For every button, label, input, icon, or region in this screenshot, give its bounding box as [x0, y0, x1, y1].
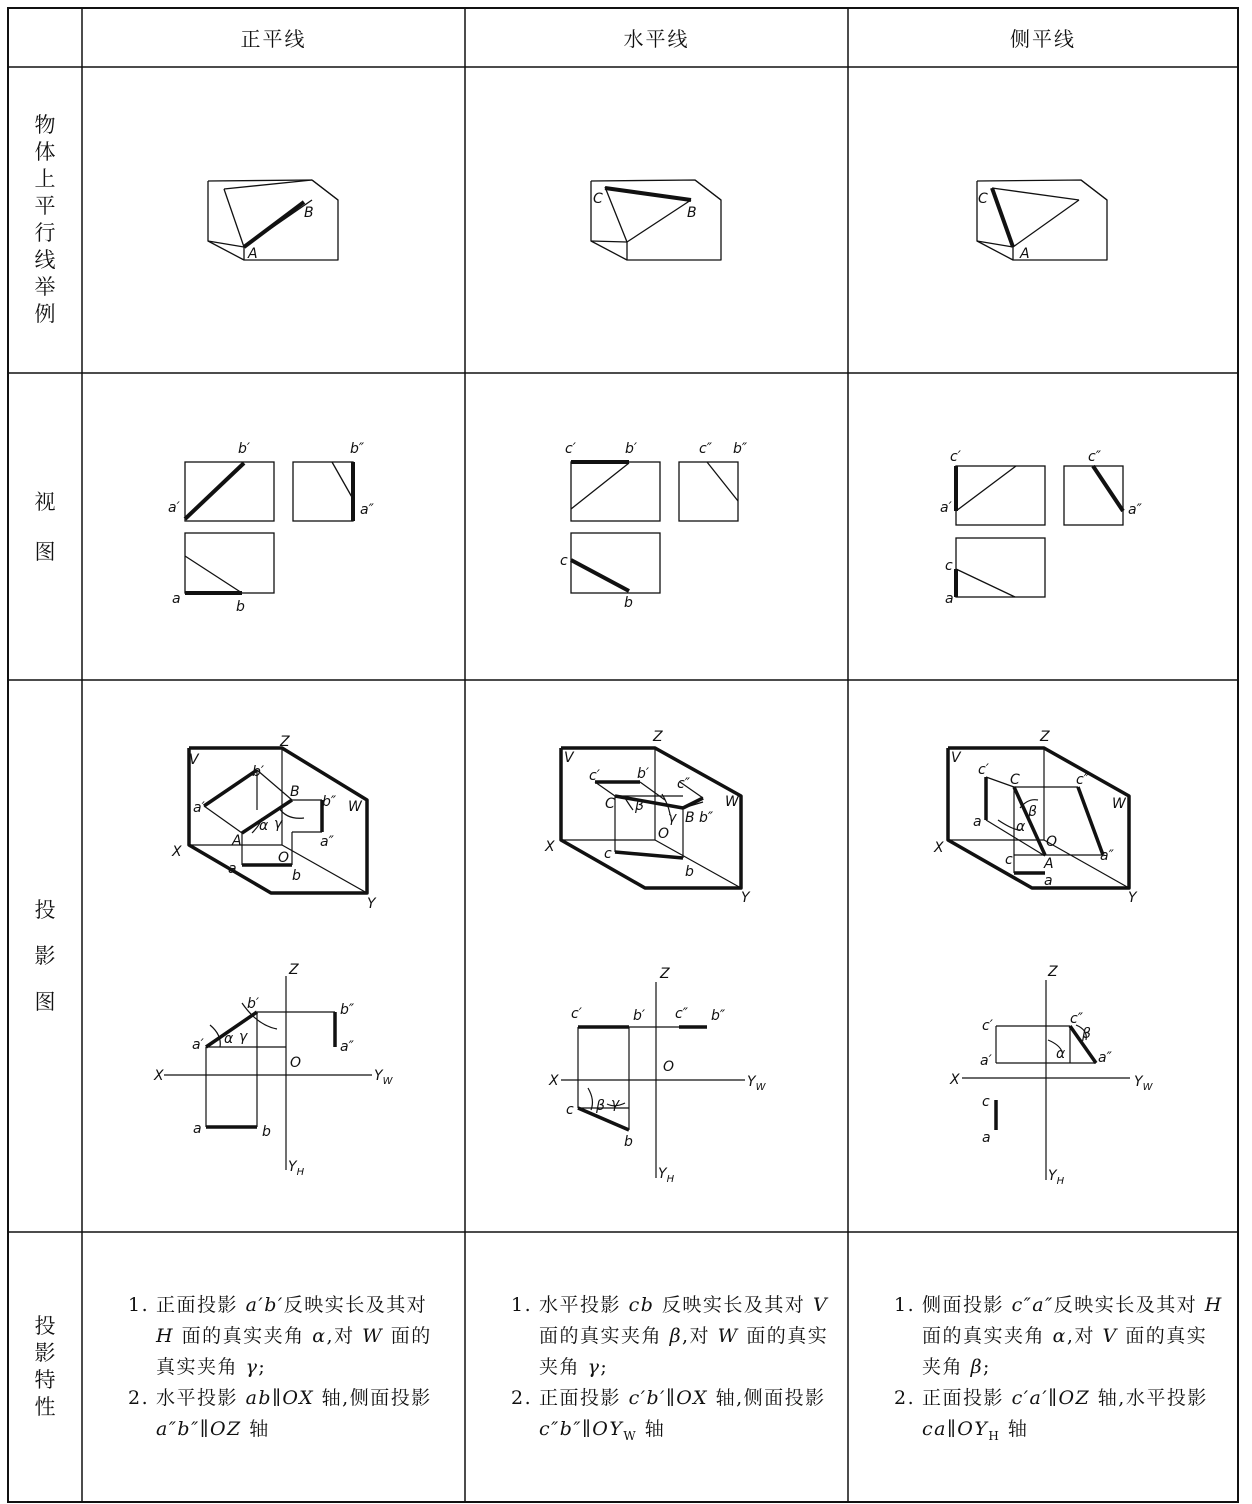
row-label-views — [8, 373, 82, 680]
views-profile — [848, 373, 1238, 680]
angle-beta-label: β — [1028, 804, 1037, 820]
row-label-char: 图 — [34, 990, 56, 1014]
origin-O-label: O — [278, 850, 290, 866]
angle-gamma-label: γ — [668, 810, 677, 826]
row-label-projection — [8, 680, 82, 1232]
plane-V-label: V — [951, 750, 961, 766]
axis-Z-label: Z — [1040, 729, 1050, 745]
row-label-char: 上 — [34, 167, 56, 191]
row-label-char: 投 — [34, 1314, 56, 1338]
label-b-prime: b′ — [625, 441, 638, 457]
origin-O-label: O — [663, 1059, 675, 1075]
label-b-prime: b′ — [247, 996, 260, 1012]
point-B-label: B — [304, 205, 314, 221]
point-B-label: B — [685, 810, 695, 826]
label-b-prime: b′ — [252, 764, 265, 780]
label-a-double: a″ — [1098, 1050, 1112, 1066]
angle-beta-label: β — [635, 798, 644, 814]
axis-Z-label: Z — [280, 734, 290, 750]
label-b-double: b″ — [699, 810, 714, 826]
axis-X-label: X — [549, 1073, 559, 1089]
label-a: a — [982, 1130, 991, 1146]
plane-W-label: W — [1112, 796, 1126, 812]
axis-Z-label: Z — [660, 966, 670, 982]
label-a-double: a″ — [360, 502, 374, 518]
origin-O-label: O — [1046, 834, 1058, 850]
row-label-char: 性 — [34, 1395, 56, 1419]
axis-YH-label: $Y_H$ — [658, 1166, 675, 1185]
row-label-char: 影 — [34, 1341, 56, 1365]
row-label-char: 投 — [34, 898, 56, 922]
origin-O-label: O — [290, 1055, 302, 1071]
row-label-char: 图 — [34, 539, 56, 564]
origin-O-label: O — [658, 826, 670, 842]
label-a: a — [193, 1121, 202, 1137]
point-C-label: C — [593, 191, 603, 207]
angle-gamma-label: γ — [611, 1096, 620, 1112]
label-a: a — [945, 591, 954, 607]
label-a: a — [1044, 873, 1053, 889]
axis-Y-label: Y — [367, 896, 376, 912]
label-c: c — [945, 558, 953, 574]
label-c-prime: c′ — [565, 441, 576, 457]
label-c-double: c″ — [1076, 772, 1089, 788]
views-horizontal — [465, 373, 848, 680]
row-label-char: 特 — [34, 1368, 56, 1392]
line-CB — [605, 188, 691, 200]
label-a: a — [973, 814, 982, 830]
point-B-label: B — [687, 205, 697, 221]
label-c-prime: c′ — [571, 1006, 582, 1022]
axis-Y-label: Y — [1128, 890, 1137, 906]
projection-frontal — [82, 680, 465, 1232]
point-A-label: A — [232, 833, 242, 849]
row-label-example — [8, 67, 82, 373]
label-b: b — [262, 1124, 271, 1140]
label-b-double: b″ — [322, 794, 337, 810]
label-c-prime: c′ — [978, 762, 989, 778]
row-label-char: 举 — [34, 275, 56, 299]
label-b-prime: b′ — [637, 766, 650, 782]
label-a-prime: a′ — [980, 1053, 992, 1069]
angle-beta-label: β — [596, 1098, 605, 1114]
row-label-char: 影 — [34, 944, 56, 968]
point-C-label: C — [978, 191, 988, 207]
label-b-prime: b′ — [238, 441, 251, 457]
angle-alpha-label: α — [224, 1031, 234, 1047]
axis-X-label: X — [545, 839, 555, 855]
point-A-label: A — [248, 246, 258, 262]
axis-YH-label: $Y_H$ — [288, 1159, 305, 1178]
label-c: c — [604, 846, 612, 862]
label-c-prime: c′ — [982, 1018, 993, 1034]
plane-V-label: V — [564, 750, 574, 766]
row-label-char: 行 — [34, 221, 56, 245]
point-A-label: A — [1044, 856, 1054, 872]
label-c: c — [1005, 852, 1013, 868]
axis-X-label: X — [950, 1072, 960, 1088]
label-c: c — [560, 553, 568, 569]
label-a-double: a″ — [1100, 848, 1114, 864]
angle-alpha-label: α — [1016, 819, 1026, 835]
angle-gamma-label: γ — [239, 1029, 248, 1045]
axis-YW-label: $Y_W$ — [1134, 1074, 1153, 1093]
row-label-char: 物 — [34, 113, 56, 137]
row-label-char: 线 — [34, 248, 56, 272]
axis-Z-label: Z — [1048, 964, 1058, 980]
axis-YH-label: $Y_H$ — [1048, 1168, 1065, 1187]
row-label-char: 平 — [34, 194, 56, 218]
point-A-label: A — [1020, 246, 1030, 262]
label-a-double: a″ — [340, 1039, 354, 1055]
property-item: 2. 水平投影 ab∥OX 轴,侧面投影 a″b″∥OZ 轴 — [128, 1387, 432, 1440]
label-b-double: b″ — [711, 1008, 726, 1024]
angle-alpha-label: α — [1056, 1046, 1066, 1062]
label-c-double: c″ — [1088, 449, 1101, 465]
property-item: 2. 正面投影 c′a′∥OZ 轴,水平投影 $ca\parallel OY_H$ 轴 — [894, 1387, 1208, 1443]
line-CA — [992, 188, 1013, 247]
property-item: 2. 正面投影 c′b′∥OX 轴,侧面投影 $c''b''\parallel OY_W$ 轴 — [511, 1387, 826, 1443]
label-c: c — [566, 1102, 574, 1118]
axis-Z-label: Z — [289, 962, 299, 978]
axis-X-label: X — [172, 844, 182, 860]
angle-alpha-label: α — [259, 818, 269, 834]
point-B-label: B — [290, 784, 300, 800]
label-a: a — [172, 591, 181, 607]
label-a-prime: a′ — [168, 500, 180, 516]
properties-profile — [848, 1232, 1238, 1502]
point-C-label: C — [1010, 772, 1020, 788]
row-label-char: 体 — [34, 140, 56, 164]
axis-YW-label: $Y_W$ — [374, 1068, 393, 1087]
header-profile-line: 侧平线 — [1010, 27, 1076, 51]
label-a-prime: a′ — [192, 1037, 204, 1053]
projection-profile — [848, 680, 1238, 1232]
property-item: 1. 水平投影 cb 反映实长及其对 V 面的真实夹角 β,对 W 面的真实夹角 γ; — [511, 1294, 829, 1378]
properties-horizontal — [465, 1232, 848, 1502]
plane-V-label: V — [189, 752, 199, 768]
label-b-double: b″ — [733, 441, 748, 457]
label-c-double: c″ — [1070, 1011, 1083, 1027]
properties-frontal — [82, 1232, 465, 1502]
example-horizontal-block — [465, 67, 848, 373]
axis-X-label: X — [154, 1068, 164, 1084]
example-profile-block — [848, 67, 1238, 373]
label-b: b — [236, 599, 245, 615]
row-label-char: 例 — [34, 302, 56, 326]
axis-X-label: X — [934, 840, 944, 856]
label-a-double: a″ — [1128, 502, 1142, 518]
angle-gamma-label: γ — [274, 816, 283, 832]
label-c-double: c″ — [699, 441, 712, 457]
axis-YW-label: $Y_W$ — [747, 1074, 766, 1093]
plane-W-label: W — [348, 799, 362, 815]
line-AB — [244, 202, 304, 247]
header-frontal-line: 正平线 — [240, 27, 307, 51]
label-c-double: c″ — [677, 776, 690, 792]
angle-beta-label: β — [1082, 1026, 1091, 1042]
label-b-double: b″ — [350, 441, 365, 457]
label-b: b — [292, 868, 301, 884]
axis-Z-label: Z — [653, 729, 663, 745]
label-b-prime: b′ — [633, 1008, 646, 1024]
axis-Y-label: Y — [741, 890, 750, 906]
label-c: c — [982, 1094, 990, 1110]
property-item: 1. 正面投影 a′b′反映实长及其对 H 面的真实夹角 α,对 W 面的真实夹角 γ; — [128, 1294, 432, 1378]
header-horizontal-line: 水平线 — [623, 27, 690, 51]
row-label-properties — [8, 1232, 82, 1502]
example-frontal-block — [82, 67, 465, 373]
label-a: a — [228, 861, 237, 877]
label-b-double: b″ — [340, 1002, 355, 1018]
label-c-double: c″ — [675, 1006, 688, 1022]
label-a-prime: a′ — [193, 800, 205, 816]
label-b: b — [624, 595, 633, 611]
property-item: 1. 侧面投影 c″a″反映实长及其对 H 面的真实夹角 α,对 V 面的真实夹角 β; — [894, 1294, 1223, 1378]
label-b: b — [685, 864, 694, 880]
plane-W-label: W — [725, 794, 739, 810]
label-c-prime: c′ — [589, 768, 600, 784]
label-b: b — [624, 1134, 633, 1150]
views-frontal — [82, 373, 465, 680]
projection-horizontal — [465, 680, 848, 1232]
point-C-label: C — [605, 796, 615, 812]
label-c-prime: c′ — [950, 449, 961, 465]
label-a-prime: a′ — [940, 500, 952, 516]
row-label-char: 视 — [34, 489, 56, 514]
label-a-double: a″ — [320, 834, 334, 850]
